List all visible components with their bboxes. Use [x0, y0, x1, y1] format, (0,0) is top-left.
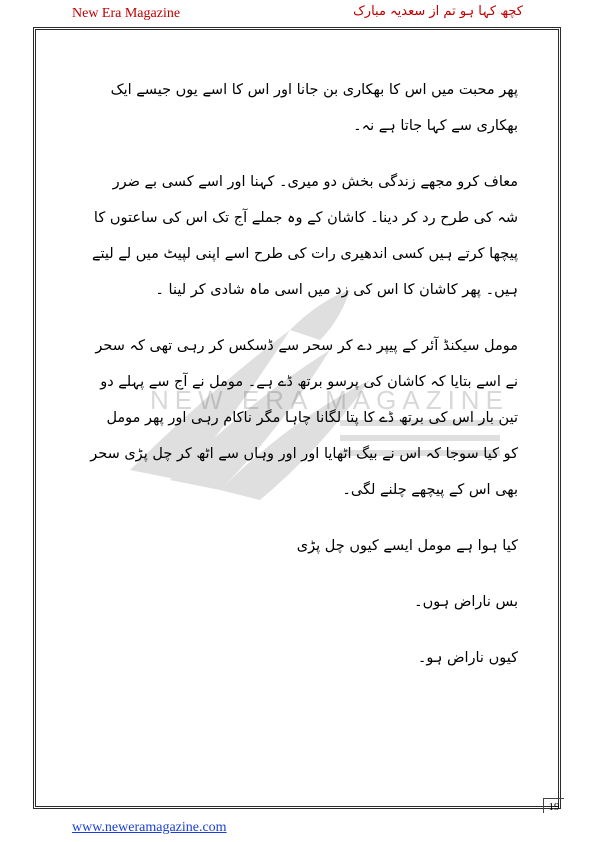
- website-link[interactable]: www.neweramagazine.com: [72, 820, 227, 835]
- paragraph-5: بس ناراض ہوں۔: [414, 594, 518, 610]
- paragraph-6: کیوں ناراض ہو۔: [417, 650, 518, 666]
- page-number: 19: [543, 798, 564, 813]
- paragraph-1: پھر محبت میں اس کا بھکاری بن جانا اور اس کا اسے یوں جیسے ایک بھکاری سے کہا جاتا ہے نہ۔: [110, 82, 518, 134]
- paragraph-2: معاف کرو مجھے زندگی بخش دو میری۔ کہنا اور اسے کسی بے ضرر شہ کی طرح رد کر دینا۔ کاشان کے وہ جملے آج تک اس کی ساعتوں کا پیچھا کرتے ہیں کسی اندھیری رات کی طرح اسے اپنی لپیٹ میں لے لیتے ہیں۔ پھر کاشان کا اس کی زد میں اسی ماہ شادی کر لینا ۔: [91, 174, 518, 298]
- watermark-text: NEW ERA MAGAZINE: [150, 385, 509, 415]
- paragraph-3: مومل سیکنڈ آئر کے پیپر دے کر سحر سے ڈسکس کر رہی تھی کہ سحر نے اسے بتایا کہ کاشان کی پرسو برتھ ڈے ہے۔ مومل نے آج سے پہلے دو تین بار اس کی برتھ ڈے کا پتا لگانا چاہا مگر ناکام رہی اور پھر مومل کو کیا سوجا کہ اس نے بیگ اٹھایا اور اور وہاں سے اٹھ کر چل پڑی سحر بھی اس کے پیچھے چلنے لگی۔: [90, 338, 518, 498]
- article-body: [88, 60, 518, 676]
- paragraph-4: کیا ہوا ہے مومل ایسے کیوں چل پڑی: [296, 538, 518, 554]
- story-title: کچھ کہا ہو تم از سعدیہ مبارک: [353, 4, 523, 19]
- magazine-name: New Era Magazine: [72, 6, 181, 21]
